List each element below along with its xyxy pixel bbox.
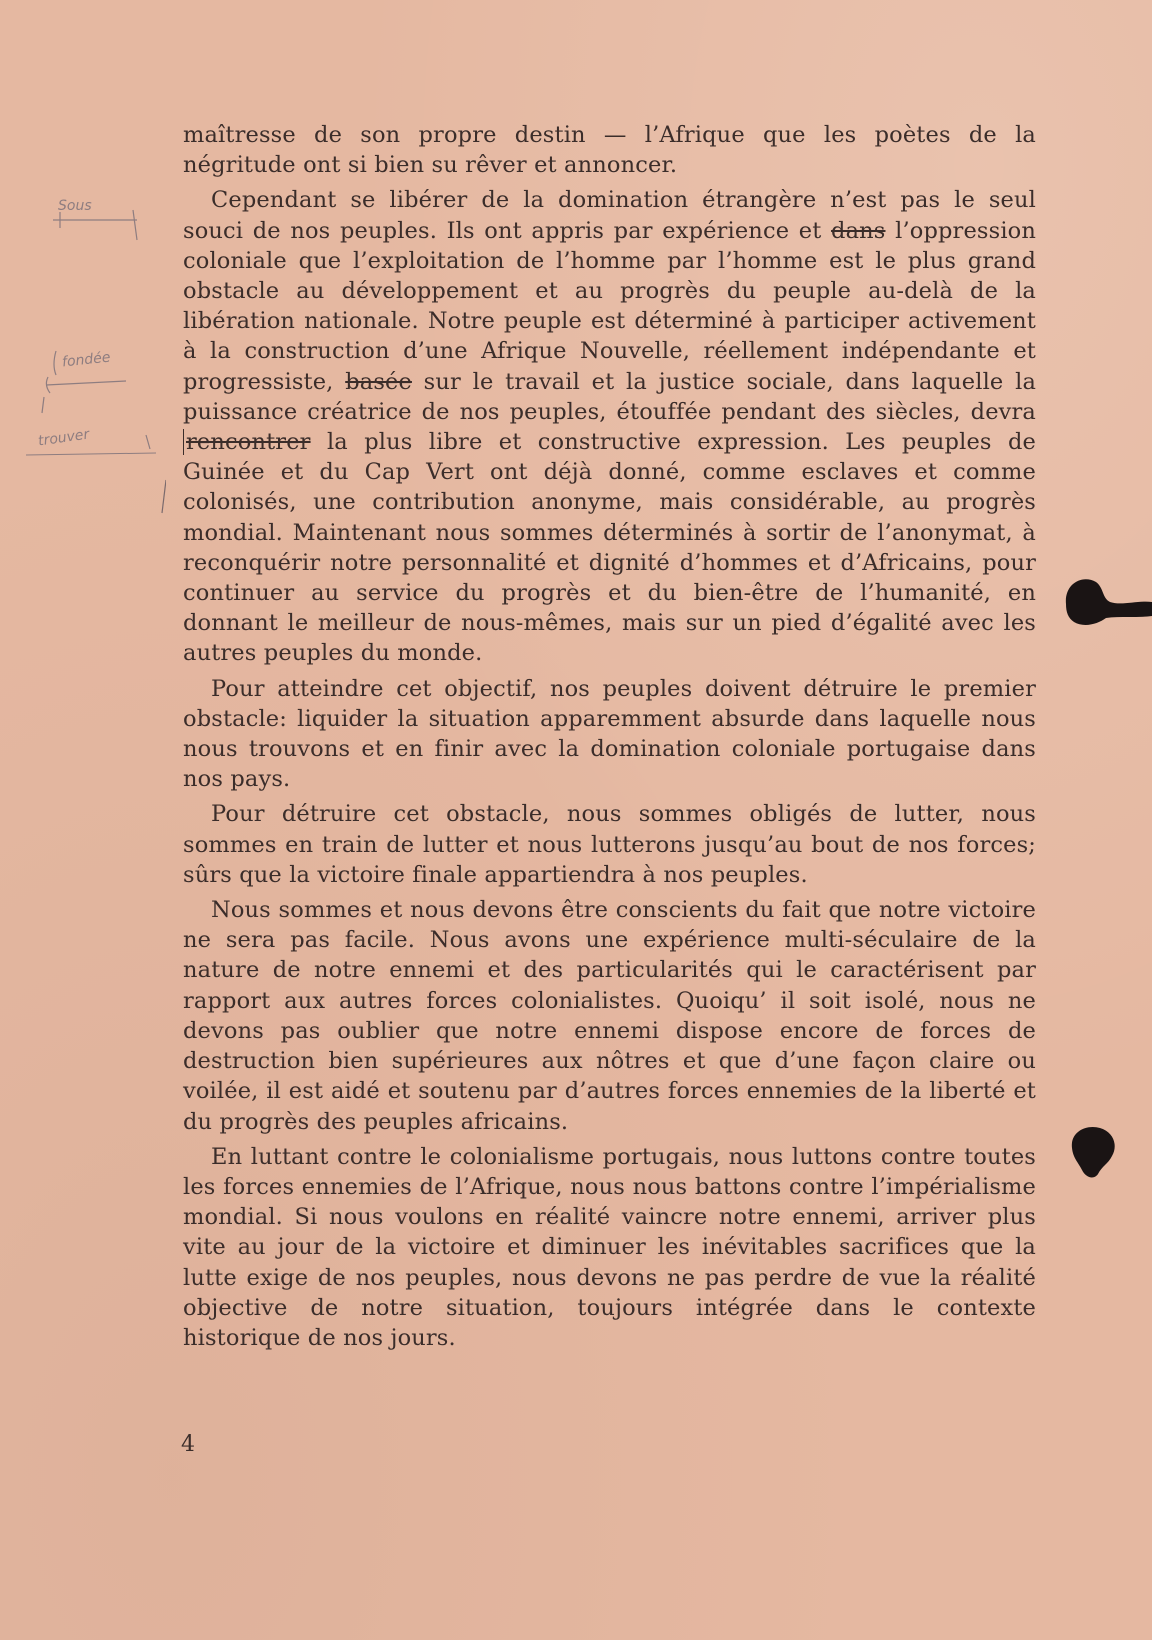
paragraph-2-part-c: sur le travail et la justice sociale, dans laquelle la puissance créatrice de nos peuples, étouffée pendant des siècles, devra bbox=[183, 368, 1037, 425]
margin-note-trouver: trouver bbox=[37, 426, 91, 450]
struck-word-basee: basée bbox=[345, 368, 412, 395]
margin-note-trouver-marks bbox=[16, 425, 166, 515]
paragraph-1: maîtresse de son propre destin — l’Afrique que les poètes de la négritude ont si bien su rêver et annoncer. bbox=[183, 122, 1036, 179]
struck-word-rencontrer: rencontrer bbox=[183, 429, 311, 455]
page-number: 4 bbox=[181, 1432, 195, 1457]
margin-note-sous: Sous bbox=[58, 198, 92, 214]
margin-note-fondee: fondée bbox=[61, 349, 112, 371]
paragraph-4: Pour détruire cet obstacle, nous sommes obligés de lutter, nous sommes en train de lutter et nous lutterons jusqu’au bout de nos forces; sûrs que la victoire finale appartiendra à nos peuples. bbox=[183, 801, 1036, 888]
paragraph-2-part-b: l’oppression coloniale que l’exploitation de l’homme par l’homme est le plus grand obstacle au développement et au progrès du peuple au-delà de la libération nationale. Notre peuple est déterminé à participer activement à la construction d’une Afrique Nouvelle, réellement indépendante et progressiste, bbox=[183, 217, 1036, 395]
paragraph-2-part-d: la plus libre et constructive expression. Les peuples de Guinée et du Cap Vert ont déjà donné, comme esclaves et comme colonisés, une contribution anonyme, mais considérable, au progrès mondial. Maintenant nous sommes déterminés à sortir de l’anonymat, à reconquérir notre personnalité et dignité d’hommes et d’Africains, pour continuer au service du progrès et du bien-être de l’humanité, en donnant le meilleur de nous-mêmes, mais sur un pied d’égalité avec les autres peuples du monde. bbox=[183, 429, 1036, 667]
paragraph-2 bbox=[183, 185, 1036, 668]
margin-note-fondee-marks bbox=[34, 345, 134, 415]
ink-blot-upper bbox=[1058, 572, 1152, 632]
paragraph-3: Pour atteindre cet objectif, nos peuples doivent détruire le premier obstacle: liquider la situation apparemment absurde dans laquelle nous nous trouvons et en finir avec la domination coloniale portugaise dans nos pays. bbox=[183, 675, 1036, 793]
margin-note-sous-marks bbox=[35, 208, 145, 248]
paragraph-5: Nous sommes et nous devons être conscients du fait que notre victoire ne sera pas facile. Nous avons une expérience multi-séculaire de la nature de notre ennemi et des particularités qui le caractérisent par rapport aux autres forces colonialistes. Quoiqu’ il soit isolé, nous ne devons pas oublier que notre ennemi dispose encore de forces de destruction bien supérieures aux nôtres et que d’une façon claire ou voilée, il est aidé et soutenu par d’autres forces ennemies de la liberté et du progrès des peuples africains. bbox=[183, 897, 1036, 1135]
paragraph-6: En luttant contre le colonialisme portugais, nous luttons contre toutes les forces ennemies de l’Afrique, nous nous battons contre l’impérialisme mondial. Si nous voulons en réalité vaincre notre ennemi, arriver plus vite au jour de la victoire et diminuer les inévitables sacrifices que la lutte exige de nos peuples, nous devons ne pas perdre de vue la réalité objective de notre situation, toujours intégrée dans le contexte historique de nos jours. bbox=[183, 1143, 1036, 1351]
ink-blot-lower bbox=[1064, 1122, 1124, 1182]
body-text bbox=[183, 120, 1036, 1358]
paragraph-2-part-a: Cependant se libérer de la domination étrangère n’est pas le seul souci de nos peuples. Ils ont appris par expérience et bbox=[183, 187, 1036, 244]
struck-word-dans: dans bbox=[831, 217, 886, 244]
